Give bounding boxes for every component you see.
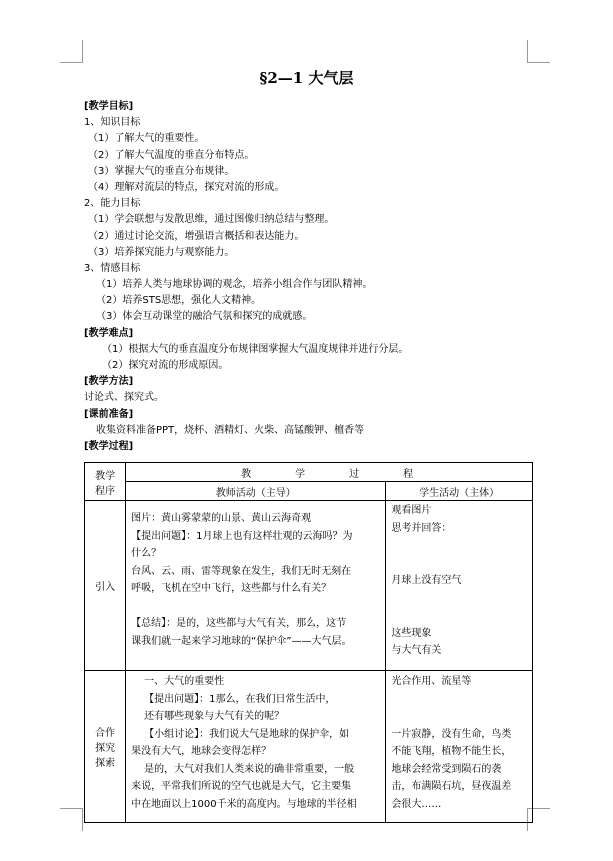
knowledge-item: （3）掌握大气的垂直分布规律。 bbox=[88, 165, 235, 177]
crop-mark-top-right bbox=[527, 40, 550, 63]
page-title: §2—1 大气层 bbox=[259, 69, 354, 87]
teacher-line: 呼吸，飞机在空中飞行，这些都与什么有关？ bbox=[131, 583, 332, 594]
stage-line: 探究 bbox=[95, 743, 116, 754]
difficulties-header: [教学难点] bbox=[84, 327, 134, 339]
student-line bbox=[386, 708, 532, 726]
stage-line: 合作 bbox=[95, 728, 116, 739]
lesson-content bbox=[84, 99, 534, 455]
student-line bbox=[386, 590, 532, 608]
teacher-line: 还有哪些现象与大气有关的呢？ bbox=[144, 711, 285, 722]
coop-student-cell bbox=[386, 671, 533, 823]
methods-text: 讨论式、探究式。 bbox=[84, 392, 164, 404]
teacher-line: 【小组讨论】：我们说大气是地球的保护伞，如 bbox=[144, 728, 350, 740]
stage-line: 探索 bbox=[95, 758, 116, 769]
crop-mark-top-left bbox=[60, 40, 83, 63]
teacher-line bbox=[126, 598, 385, 616]
methods-header: [教学方法] bbox=[84, 376, 134, 388]
student-line: 光合作用、流星等 bbox=[391, 676, 472, 687]
process-header-text: 教学过程 bbox=[241, 468, 458, 480]
student-line bbox=[386, 555, 532, 573]
student-line: 一片寂静，没有生命，鸟类 bbox=[391, 728, 512, 740]
student-line: 与大气有关 bbox=[391, 645, 442, 656]
teacher-line: 中在地面以上1000千米的高度内。与地球的半径相 bbox=[131, 798, 357, 810]
stage-header-cell bbox=[85, 463, 126, 501]
teacher-line: 一、大气的重要性 bbox=[144, 676, 225, 687]
knowledge-title: 1、知识目标 bbox=[84, 117, 141, 129]
objectives-header: [教学目标] bbox=[84, 101, 134, 112]
crop-mark-bottom-left bbox=[60, 808, 83, 831]
emotion-item: （3）体会互动课堂的融洽气氛和探究的成就感。 bbox=[96, 311, 313, 323]
ability-title: 2、能力目标 bbox=[84, 198, 141, 210]
knowledge-item: （2）了解大气温度的垂直分布特点。 bbox=[88, 149, 255, 161]
student-line: 这些现象 bbox=[391, 627, 432, 639]
teacher-line: 果没有大气，地球会变得怎样？ bbox=[131, 746, 272, 757]
teacher-line: 【总结】：是的，这些都与大气有关，那么，这节 bbox=[131, 618, 347, 629]
stage-cooperate bbox=[85, 671, 126, 823]
process-header: [教学过程] bbox=[84, 440, 134, 452]
intro-teacher-cell bbox=[126, 501, 386, 671]
teacher-line: 台风、云、雨、雷等现象在发生，我们无时无刻在 bbox=[131, 565, 352, 577]
emotion-item: （2）培养STS思想，强化人文精神。 bbox=[96, 295, 262, 307]
difficulty-item: （2）探究对流的形成原因。 bbox=[102, 360, 229, 371]
stage-intro: 引入 bbox=[85, 501, 126, 671]
student-line bbox=[386, 537, 532, 555]
student-header: 学生活动（主体） bbox=[386, 482, 533, 501]
teacher-header: 教师活动（主导） bbox=[126, 482, 386, 501]
teaching-process-table bbox=[84, 462, 533, 823]
teacher-line: 【提出问题】：1月球上也有这样壮观的云海吗？为 bbox=[131, 530, 353, 542]
ability-item: （2）通过讨论交流，增强语言概括和表达能力。 bbox=[88, 230, 305, 242]
intro-student-cell bbox=[386, 501, 533, 671]
student-line bbox=[386, 607, 532, 625]
process-header-cell bbox=[126, 463, 533, 482]
teacher-line: 来说，平常我们所说的空气也就是大气，它主要集 bbox=[131, 781, 352, 792]
student-line: 不能飞翔，植物不能生长， bbox=[391, 746, 512, 757]
preparation-text: 收集资料准备PPT，烧杯、酒精灯、火柴、高锰酸钾、檀香等 bbox=[96, 424, 365, 436]
teacher-line: 【提出问题】：1那么，在我们日常生活中， bbox=[144, 693, 336, 705]
stage-header-line: 程序 bbox=[95, 485, 116, 497]
emotion-item: （1）培养人类与地球协调的观念，培养小组合作与团队精神。 bbox=[96, 279, 373, 291]
student-line: 观看图片 bbox=[391, 505, 432, 516]
teacher-line: 课我们就一起来学习地球的“保护伞”——大气层。 bbox=[131, 635, 352, 647]
student-line bbox=[386, 691, 532, 709]
coop-teacher-cell bbox=[126, 671, 386, 823]
preparation-header: [课前准备] bbox=[84, 408, 134, 420]
student-line: 思考并回答： bbox=[391, 522, 452, 534]
ability-item: （3）培养探究能力与观察能力。 bbox=[88, 246, 235, 258]
knowledge-item: （1）了解大气的重要性。 bbox=[88, 133, 205, 145]
student-line: 月球上没有空气 bbox=[391, 575, 462, 586]
emotion-title: 3、情感目标 bbox=[84, 262, 141, 274]
student-line: 击，布满陨石坑，昼夜温差 bbox=[391, 781, 512, 792]
ability-item: （1）学会联想与发散思维，通过图像归纳总结与整理。 bbox=[88, 214, 335, 226]
difficulty-item: （1）根据大气的垂直温度分布规律图掌握大气温度规律并进行分层。 bbox=[102, 343, 409, 355]
teacher-line: 图片：黄山雾蒙蒙的山景、黄山云海奇观 bbox=[131, 513, 312, 524]
knowledge-item: （4）理解对流层的特点，探究对流的形成。 bbox=[88, 181, 285, 193]
teacher-line: 是的，大气对我们人类来说的确非常重要，一般 bbox=[144, 763, 355, 775]
teacher-line: 什么？ bbox=[131, 548, 162, 559]
stage-header-line: 教学 bbox=[95, 470, 116, 482]
student-line: 会很大…… bbox=[391, 798, 442, 810]
student-line: 地球会经常受到陨石的袭 bbox=[391, 763, 502, 775]
